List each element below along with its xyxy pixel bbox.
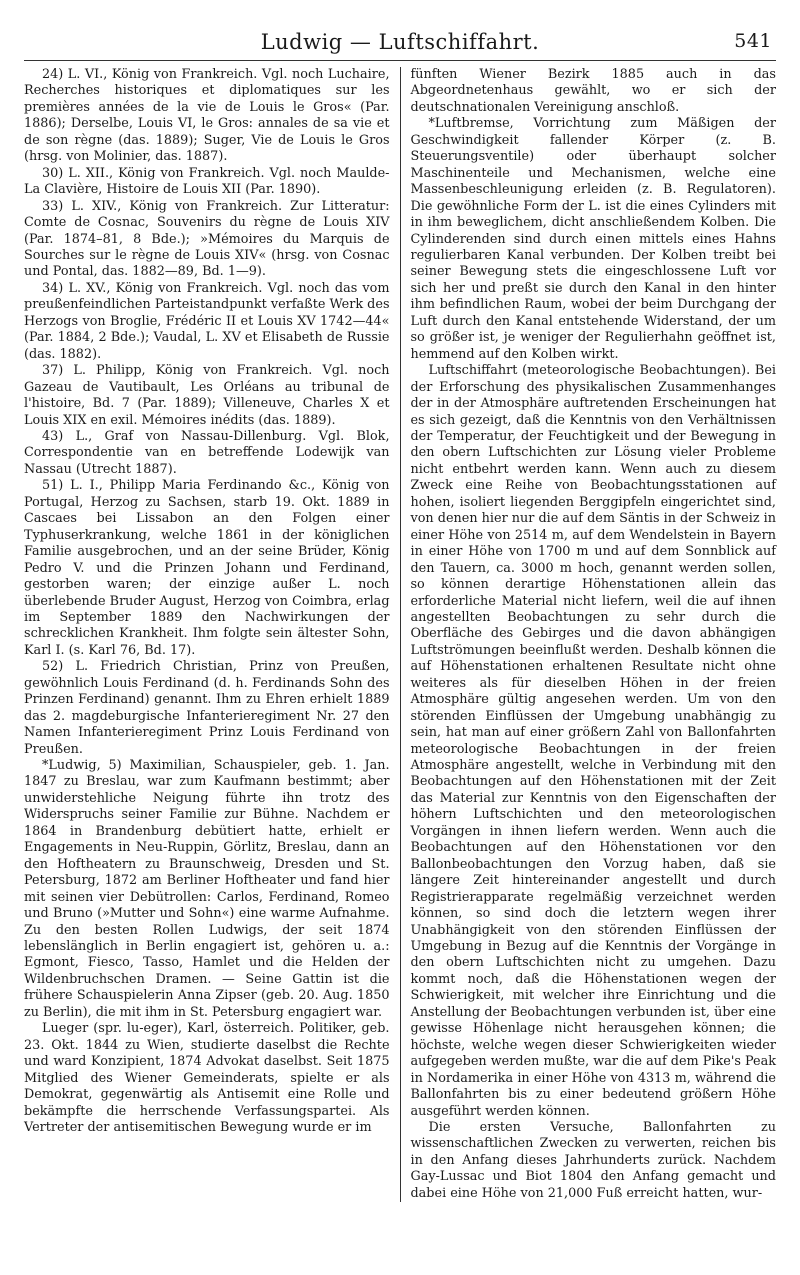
entry-luftschiffahrt-history: Die ersten Versuche, Ballonfahrten zu wissenschaftlichen Zwecken zu verwerten, reichen bis in den Anfang dieses Jahrhunderts zurück. Nachdem Gay-Lussac und Biot 1804 den Anfang gemacht und dabei eine Höhe von 21,000 Fuß erreicht hatten, wur- bbox=[410, 1120, 776, 1201]
entry-ludwig-maximilian: *Ludwig, 5) Maximilian, Schauspieler, geb. 1. Jan. 1847 zu Breslau, war zum Kaufmann bestimmt; aber unwiderstehliche Neigung führte ihn trotz des Widerspruchs seiner Familie zur Bühne. Nachdem er 1864 in Brandenburg debütiert hatte, erhielt er Engagements in Neu-Ruppin, Görlitz, Breslau, dann an den Hoftheatern zu Braunschweig, Dresden und St. Petersburg, 1872 am Berliner Hoftheater und fand hier mit seinen vier Debütrollen: Carlos, Ferdinand, Romeo und Bruno (»Mutter und Sohn«) eine warme Aufnahme. Zu den besten Rollen Ludwigs, der seit 1874 lebenslänglich in Berlin engagiert ist, gehören u. a.: Egmont, Fiesco, Tasso, Hamlet und die Helden der Wildenbruchschen Dramen. — Seine Gattin ist die frühere Schauspielerin Anna Zipser (geb. 20. Aug. 1850 zu Berlin), die mit ihm in St. Petersburg engagiert war. bbox=[24, 758, 390, 1020]
right-column bbox=[410, 67, 776, 1202]
entry-lueger-continued: fünften Wiener Bezirk 1885 auch in das Abgeordnetenhaus gewählt, wo er sich der deutschnationalen Vereinigung anschloß. bbox=[410, 67, 776, 115]
entry-ludwig-nassau: 43) L., Graf von Nassau-Dillenburg. Vgl. Blok, Correspondentie van en betreffende Lodewijk van Nassau (Utrecht 1887). bbox=[24, 428, 390, 477]
left-column bbox=[24, 67, 390, 1202]
entry-luftschiffahrt: Luftschiffahrt (meteorologische Beobachtungen). Bei der Erforschung des physikalischen Zusammenhanges der in der Atmosphäre auftretenden Erscheinungen hat es sich gezeigt, daß die Kenntnis von den Verhältnissen der Temperatur, der Feuchtigkeit und der Bewegung in den obern Luftschichten zur Lösung vieler Probleme nicht entbehrt werden kann. Wenn auch zu diesem Zweck eine Reihe von Beobachtungsstationen auf hohen, isoliert liegenden Berggipfeln eingerichtet sind, von denen hier nur die auf dem Säntis in der Schweiz in einer Höhe von 2514 m, auf dem Wendelstein in Bayern in einer Höhe von 1700 m und auf dem Sonnblick auf den Tauern, ca. 3000 m hoch, genannt werden sollen, so können derartige Höhenstationen allein das erforderliche Material nicht liefern, weil die auf ihnen angestellten Beobachtungen zu sehr durch die Oberfläche des Gebirges und die davon abhängigen Luftströmungen beeinflußt werden. Deshalb können die auf Höhenstationen erhaltenen Resultate nicht ohne weiteres als für dieselben Höhen in der freien Atmosphäre gültig angesehen werden. Um von den störenden Einflüssen der Umgebung unabhängig zu sein, hat man auf einer größern Zahl von Ballonfahrten meteorologische Beobachtungen in der freien Atmosphäre angestellt, welche in Verbindung mit den Beobachtungen auf den Höhenstationen mit der Zeit das Material zur Kenntnis von den Eigenschaften der höhern Luftschichten und den meteorologischen Vorgängen in ihnen liefern werden. Wenn auch die Beobachtungen auf den Höhenstationen vor den Ballonbeobachtungen den Vorzug haben, daß sie längere Zeit hintereinander angestellt und durch Registrierapparate regelmäßig verzeichnet werden können, so sind doch die letztern wegen ihrer Unabhängigkeit von den störenden Einflüssen der Umgebung in Bezug auf die Kenntnis der Vorgänge in den obern Luftschichten nicht zu umgehen. Dazu kommt noch, daß die Höhenstationen wegen der Schwierigkeit, mit welcher ihre Einrichtung und die Anstellung der Beobachtungen verbunden ist, über eine gewisse Höhenlage nicht herausgehen können; die höchste, welche wegen dieser Schwierigkeiten wieder aufgegeben werden mußte, war die auf dem Pike's Peak in Nordamerika in einer Höhe von 4313 m, während die Ballonfahrten bis zu einer bedeutend größern Höhe ausgeführt werden können. bbox=[410, 363, 776, 1119]
entry-ludwig-xv: 34) L. XV., König von Frankreich. Vgl. noch das vom preußenfeindlichen Parteistandpunkt verfaßte Werk des Herzogs von Broglie, Frédéric II et Louis XV 1742—44« (Par. 1884, 2 Bde.); Vaudal, L. XV et Elisabeth de Russie (das. 1882). bbox=[24, 280, 390, 362]
entry-ludwig-i-portugal: 51) L. I., Philipp Maria Ferdinando &c., König von Portugal, Herzog zu Sachsen, starb 19. Okt. 1889 in Cascaes bei Lissabon an den Folgen einer Typhuserkrankung, welche 1861 in der königlichen Familie ausgebrochen, und an der seine Brüder, König Pedro V. und die Prinzen Johann und Ferdinand, gestorben waren; der einzige außer L. noch überlebende Bruder August, Herzog von Coimbra, erlag im September 1889 den Nachwirkungen der schrecklichen Krankheit. Ihm folgte sein ältester Sohn, Karl I. (s. Karl 76, Bd. 17). bbox=[24, 478, 390, 658]
entry-ludwig-xiv: 33) L. XIV., König von Frankreich. Zur Litteratur: Comte de Cosnac, Souvenirs du règne de Louis XIV (Par. 1874–81, 8 Bde.); »Mémoires du Marquis de Sourches sur le règne de Louis XIV« (hrsg. von Cosnac und Pontal, das. 1882—89, Bd. 1—9). bbox=[24, 198, 390, 280]
entry-ludwig-vi: 24) L. VI., König von Frankreich. Vgl. noch Luchaire, Recherches historiques et diplomatiques sur les premières années de la vie de Louis le Gros« (Par. 1886); Derselbe, Louis VI, le Gros: annales de sa vie et de son règne (das. 1889); Suger, Vie de Louis le Gros (hrsg. von Molinier, das. 1887). bbox=[24, 67, 390, 165]
entry-ludwig-philipp: 37) L. Philipp, König von Frankreich. Vgl. noch Gazeau de Vautibault, Les Orléans au tribunal de l'histoire, Bd. 7 (Par. 1889); Villeneuve, Charles X et Louis XIX en exil. Mémoires inédits (das. 1889). bbox=[24, 363, 390, 428]
entry-luftbremse: *Luftbremse, Vorrichtung zum Mäßigen der Geschwindigkeit fallender Körper (z. B. Steuerungsventile) oder überhaupt solcher Maschinenteile und Mechanismen, welche eine Massenbeschleunigung erleiden (z. B. Regulatoren). Die gewöhnliche Form der L. ist die eines Cylinders mit in ihm beweglichem, dicht anschließendem Kolben. Die Cylinderenden sind durch einen mittels eines Hahns regulierbaren Kanal verbunden. Der Kolben treibt bei seiner Bewegung stets die eingeschlossene Luft vor sich her und preßt sie durch den Kanal in den hinter ihm befindlichen Raum, wobei der beim Durchgang der Luft durch den Kanal entstehende Widerstand, der um so größer ist, je weniger der Regulierhahn geöffnet ist, hemmend auf den Kolben wirkt. bbox=[410, 116, 776, 362]
entry-ludwig-friedrich-christian: 52) L. Friedrich Christian, Prinz von Preußen, gewöhnlich Louis Ferdinand (d. h. Ferdinands Sohn des Prinzen Ferdinand) genannt. Ihm zu Ehren erhielt 1889 das 2. magdeburgische Infanterieregiment Nr. 27 den Namen Infanterieregiment Prinz Louis Ferdinand von Preußen. bbox=[24, 659, 390, 757]
entry-lueger: Lueger (spr. lu-eger), Karl, österreich. Politiker, geb. 23. Okt. 1844 zu Wien, studierte daselbst die Rechte und ward Konzipient, 1874 Advokat daselbst. Seit 1875 Mitglied des Wiener Gemeinderats, spielte er als Demokrat, gegenwärtig als Antisemit eine Rolle und bekämpfte die herrschende Verfassungspartei. Als Vertreter der antisemitischen Bewegung wurde er im bbox=[24, 1021, 390, 1135]
header-rule bbox=[24, 60, 776, 61]
entry-ludwig-xii: 30) L. XII., König von Frankreich. Vgl. noch Maulde-La Clavière, Histoire de Louis XII (Par. 1890). bbox=[24, 165, 390, 198]
running-head bbox=[24, 30, 776, 58]
page-number: 541 bbox=[734, 30, 772, 52]
two-column-body bbox=[24, 67, 776, 1202]
column-divider bbox=[400, 67, 401, 1202]
running-head-title: Ludwig — Luftschiffahrt. bbox=[260, 30, 540, 54]
